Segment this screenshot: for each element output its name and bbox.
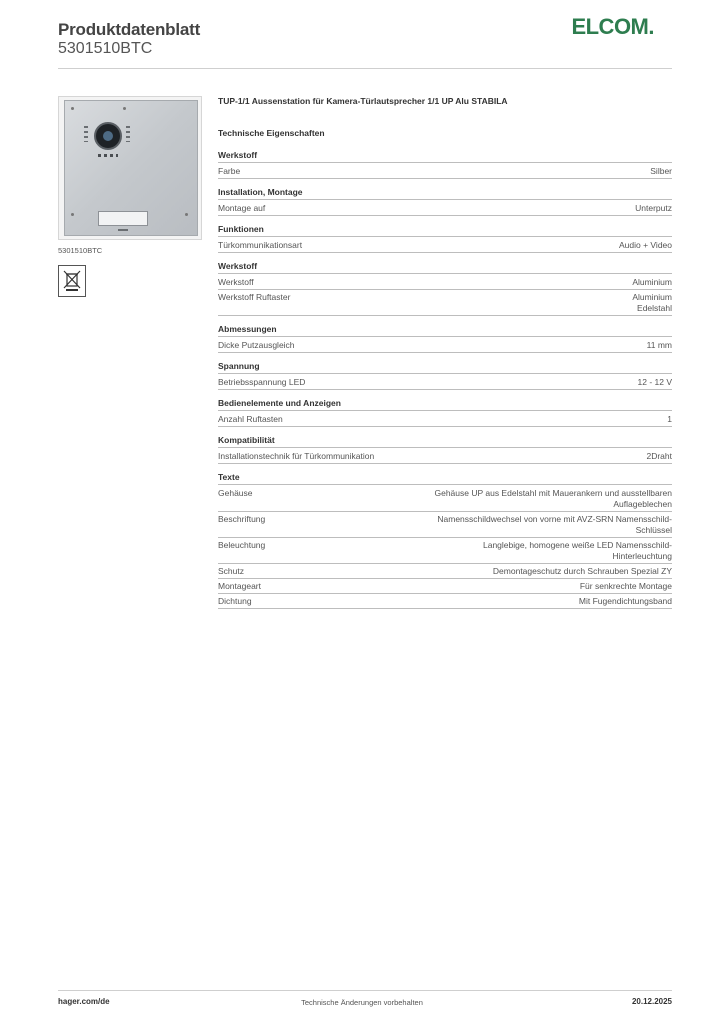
spec-value: 12 - 12 V [637,377,672,387]
spec-row [218,594,672,609]
footer-website: hager.com/de [58,997,110,1006]
spec-group [218,435,672,464]
spec-row [218,275,672,290]
spec-value: Silber [650,166,672,176]
spec-row [218,512,672,538]
spec-group-title: Werkstoff [218,150,672,163]
call-button-plate [98,211,148,226]
spec-row [218,538,672,564]
mini-logo-icon [118,229,128,231]
product-image [58,96,202,240]
spec-key: Gehäuse [218,488,253,498]
spec-value: Unterputz [635,203,672,213]
speaker-grille-icon [126,126,130,142]
spec-group [218,472,672,609]
spec-value: Für senkrechte Montage [579,581,672,591]
spec-group [218,398,672,427]
spec-value: Aluminium [632,277,672,287]
screw-icon [185,213,188,216]
led-row-icon [98,154,118,157]
spec-key: Werkstoff [218,277,254,287]
crossed-bin-icon [58,265,86,297]
brand-logo: ELCOM. [571,14,654,39]
footer-date: 20.12.2025 [631,997,672,1006]
section-heading: Technische Eigenschaften [218,128,325,138]
spec-key: Türkommunikationsart [218,240,303,250]
spec-row [218,375,672,390]
spec-group [218,324,672,353]
camera-icon [94,122,122,150]
spec-key: Dichtung [218,596,252,606]
spec-row [218,201,672,216]
spec-key: Werkstoff Ruftaster [218,292,291,302]
spec-key: Montage auf [218,203,266,213]
spec-row [218,164,672,179]
spec-groups [218,150,672,609]
spec-key: Installationstechnik für Türkommunikation [218,451,375,461]
spec-group-title: Spannung [218,361,672,374]
spec-row [218,579,672,594]
footer-divider [58,990,672,991]
product-title: TUP-1/1 Aussenstation für Kamera-Türlautsprecher 1/1 UP Alu STABILA [218,96,508,106]
spec-key: Beschriftung [218,514,266,524]
spec-key: Montageart [218,581,261,591]
spec-value: Namensschildwechsel von vorne mit AVZ-SRN Namensschild- Schlüssel [437,514,672,535]
spec-key: Dicke Putzausgleich [218,340,295,350]
page-subtitle: 5301510BTC [58,40,153,57]
spec-value: 1 [667,414,672,424]
spec-content [218,96,672,617]
door-station-plate [64,100,198,236]
spec-value: Langlebige, homogene weiße LED Namensschild- Hinterleuchtung [483,540,672,561]
spec-group-title: Abmessungen [218,324,672,337]
spec-group [218,224,672,253]
product-sidebar [58,96,202,297]
spec-group-title: Werkstoff [218,261,672,274]
spec-row [218,290,672,316]
screw-icon [71,213,74,216]
spec-key: Betriebsspannung LED [218,377,306,387]
screw-icon [71,107,74,110]
spec-value: Gehäuse UP aus Edelstahl mit Mauerankern und ausstellbaren Auflageblechen [434,488,672,509]
spec-key: Anzahl Ruftasten [218,414,283,424]
spec-group-title: Installation, Montage [218,187,672,200]
spec-group-title: Bedienelemente und Anzeigen [218,398,672,411]
article-number: 5301510BTC [58,246,103,255]
spec-key: Schutz [218,566,244,576]
speaker-grille-icon [84,126,88,142]
spec-group [218,187,672,216]
spec-value: 2Draht [646,451,672,461]
spec-row [218,338,672,353]
spec-value: Audio + Video [618,240,672,250]
spec-row [218,238,672,253]
screw-icon [123,107,126,110]
spec-group-title: Kompatibilität [218,435,672,448]
spec-key: Beleuchtung [218,540,266,550]
header-divider [58,68,672,69]
spec-group [218,261,672,316]
footer-disclaimer: Technische Änderungen vorbehalten [301,998,423,1007]
spec-row [218,564,672,579]
spec-row [218,412,672,427]
spec-row [218,449,672,464]
spec-group [218,150,672,179]
spec-value: Mit Fugendichtungsband [578,596,672,606]
crossed-bin-icon-svg [63,270,81,292]
spec-group-title: Funktionen [218,224,672,237]
spec-value: Demontageschutz durch Schrauben Spezial ZY [492,566,672,576]
spec-group [218,361,672,390]
spec-value: 11 mm [646,340,672,350]
spec-key: Farbe [218,166,241,176]
spec-row [218,486,672,512]
spec-group-title: Texte [218,472,672,485]
spec-value: Aluminium Edelstahl [632,292,672,313]
page-title: Produktdatenblatt [58,20,201,39]
